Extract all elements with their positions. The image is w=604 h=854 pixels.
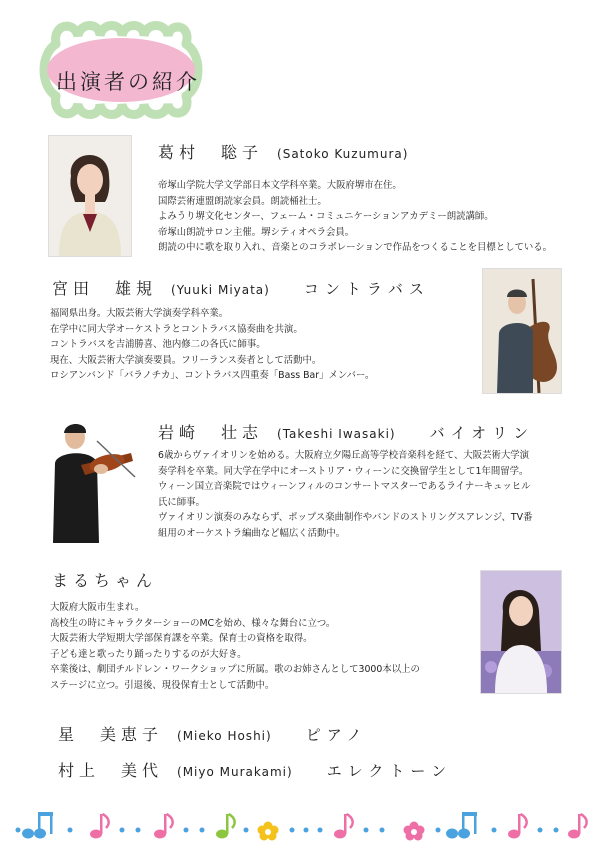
portrait-miyata: [482, 268, 562, 394]
bio-line: 組用のオーケストラ編曲など幅広く活動中。: [158, 527, 346, 539]
bio-line: 大阪府大阪市生まれ。: [50, 602, 145, 613]
performer-name: 葛村 聡子: [158, 143, 264, 162]
bio-line: ウィーン国立音楽院ではウィーンフィルのコンサートマスターであるライナーキュッヒル: [158, 481, 531, 493]
music-note-icon: [568, 814, 587, 839]
performer-name: 宮田 雄規: [52, 279, 158, 298]
performer-bio: [158, 178, 552, 256]
portrait-iwasaki: [40, 418, 138, 544]
performer-name-line: [52, 276, 430, 299]
performer-instrument: ピアノ: [305, 726, 368, 744]
portrait-maruchan: [480, 570, 562, 694]
bio-line: 氏に師事。: [158, 496, 205, 508]
music-notes-border: [0, 800, 604, 844]
performer-name-line: [52, 568, 157, 591]
performer-name: まるちゃん: [52, 571, 158, 590]
performer-name-line: [158, 420, 534, 443]
performer-roman-name: (Satoko Kuzumura): [277, 147, 409, 161]
music-note-icon: [16, 812, 54, 839]
performer-bio: [50, 306, 374, 384]
music-note-icon: [508, 814, 527, 839]
performer-name: 村上 美代: [58, 761, 164, 780]
music-note-icon: [90, 814, 109, 839]
bio-line: 福岡県出身。大阪芸術大学演奏学科卒業。: [50, 308, 229, 319]
bio-line: ロシアンバンド「バラノチカ」、コントラバス四重奏「Bass Bar」メンバー。: [50, 370, 375, 382]
performer-name-line: [58, 758, 452, 781]
bio-line: 高校生の時にキャラクターショーのMCを始め、様々な舞台に立つ。: [50, 617, 336, 629]
bio-line: 在学中に同大学オーケストラとコントラバス協奏曲を共演。: [50, 323, 303, 335]
bio-line: 6歳からヴァイオリンを始める。大阪府立夕陽丘高等学校音楽科を経て、大阪芸術大学演: [158, 450, 530, 461]
performer-name-line: [158, 140, 408, 163]
performer-roman-name: (Yuuki Miyata): [171, 283, 270, 297]
bio-line: 朗読の中に歌を取り入れ、音楽とのコラボレーションで作品をつくることを目標としている。: [158, 242, 552, 254]
bio-line: 大阪芸術大学短期大学部保育課を卒業。保育士の資格を取得。: [50, 633, 313, 645]
performer-roman-name: (Miyo Murakami): [177, 765, 293, 779]
performer-roman-name: (Takeshi Iwasaki): [277, 427, 396, 441]
flower-icon: [258, 822, 279, 841]
music-note-icon: [154, 814, 173, 839]
music-note-icon: [446, 812, 477, 839]
bio-line: 帝塚山学院大学文学部日本文学科卒業。大阪府堺市在住。: [158, 180, 402, 191]
music-note-icon: [216, 814, 235, 839]
bio-line: 現在、大阪芸術大学演奏要員。フリーランス奏者として活動中。: [50, 354, 322, 366]
flower-icon: [404, 822, 425, 841]
performer-bio: [158, 448, 532, 542]
bio-line: 帝塚山朗読サロン主催。堺シティオペラ会員。: [158, 226, 355, 238]
performer-name: 星 美恵子: [58, 725, 164, 744]
performer-instrument: コントラバス: [303, 280, 430, 298]
bio-line: ステージに立つ。引退後、現役保育士として活動中。: [50, 679, 275, 691]
performer-instrument: エレクトーン: [326, 762, 453, 780]
music-note-icon: [334, 814, 353, 839]
bio-line: ヴァイオリン演奏のみならず、ポップス楽曲制作やバンドのストリングスアレンジ、TV番: [158, 512, 533, 524]
performer-bio: [50, 600, 420, 694]
performer-roman-name: (Mieko Hoshi): [177, 729, 272, 743]
bio-line: 奏学科を卒業。同大学在学中にオーストリア・ウィーンに交換留学生として1年間留学。: [158, 465, 529, 477]
page-title: 出演者の紹介: [56, 70, 200, 94]
bio-line: 卒業後は、劇団チルドレン・ワークショップに所属。歌のお姉さんとして3000本以上の: [50, 664, 420, 676]
portrait-kuzumura: [48, 135, 132, 257]
bio-line: 国際芸術連盟朗読家会員。朗読桶社士。: [158, 195, 327, 207]
bio-line: コントラバスを吉浦勝喜、池内修二の各氏に師事。: [50, 339, 266, 351]
performer-name: 岩崎 壮志: [158, 423, 264, 442]
bio-line: よみうり堺文化センター、フェーム・コミュニケーションアカデミー朗読講師。: [158, 211, 494, 223]
bio-line: 子ども達と歌ったり踊ったりするのが大好き。: [50, 648, 247, 660]
performer-name-line: [58, 722, 368, 745]
performer-instrument: バイオリン: [429, 424, 535, 442]
